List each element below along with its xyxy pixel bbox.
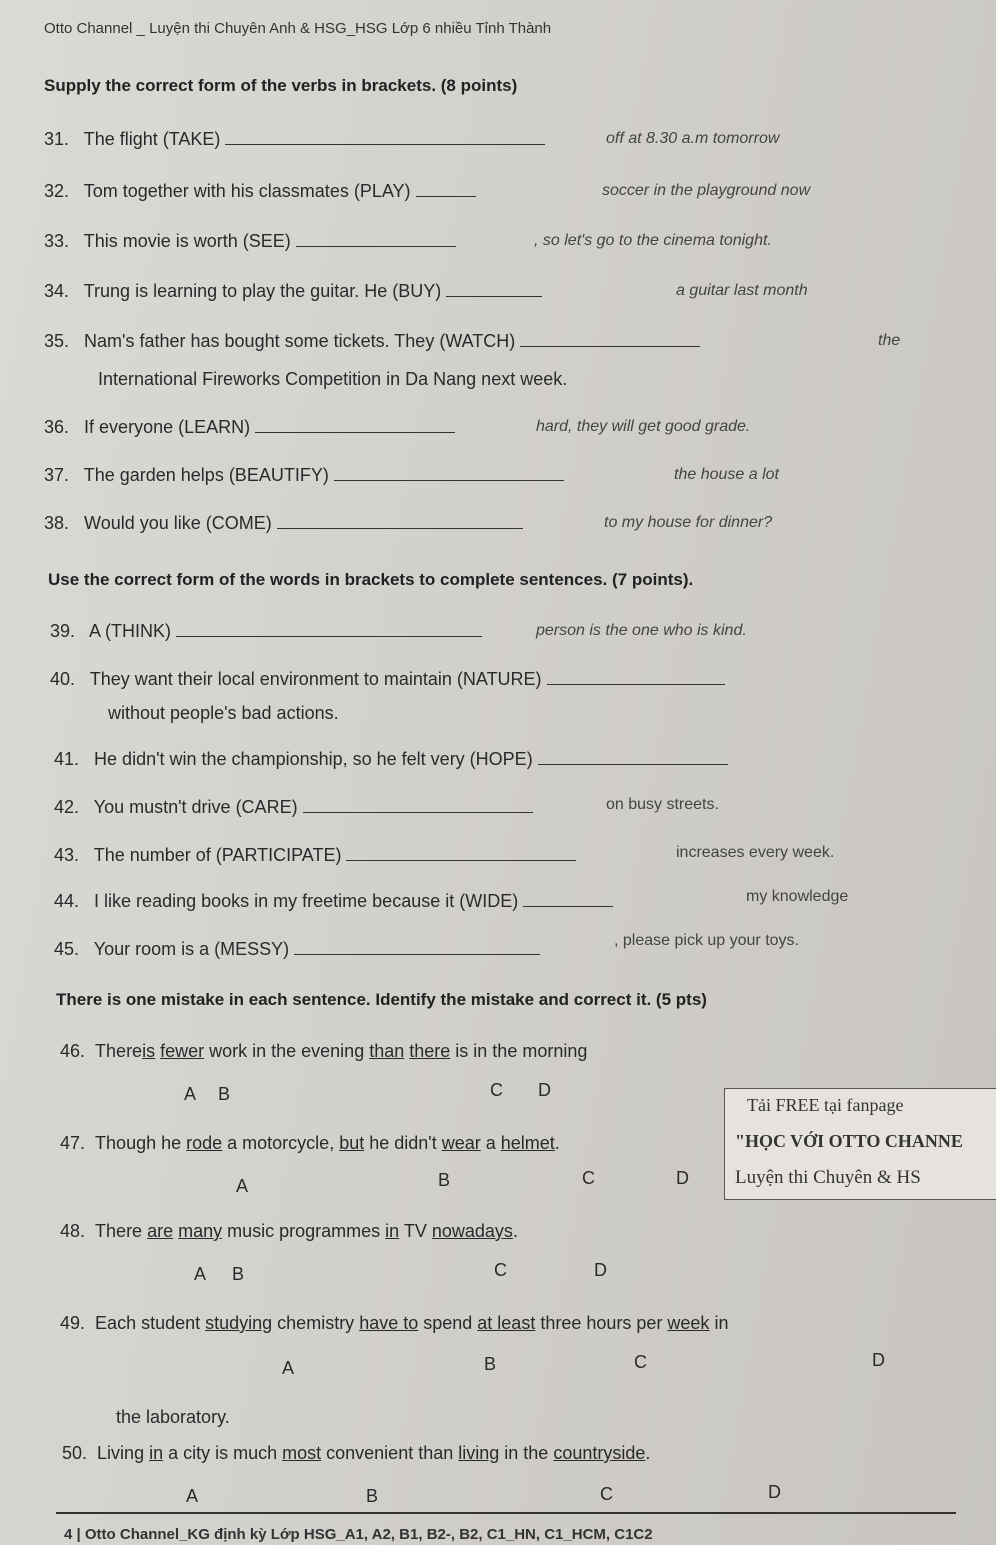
letter-c: C <box>582 1168 595 1188</box>
text-part: in <box>709 1313 729 1333</box>
answer-blank[interactable] <box>547 668 725 685</box>
question-37 <box>44 464 564 486</box>
underlined-option-c: in <box>385 1221 400 1241</box>
question-number: 36. <box>44 417 70 437</box>
question-43-tail: increases every week. <box>676 844 835 861</box>
letter-c: C <box>490 1080 503 1100</box>
question-number: 44. <box>54 891 80 911</box>
text-part: a <box>480 1133 501 1153</box>
letter-d: D <box>538 1080 551 1100</box>
question-text: You mustn't drive (CARE) <box>93 797 298 817</box>
question-32-tail: soccer in the playground now <box>602 182 811 199</box>
question-48 <box>60 1220 518 1242</box>
text-part: chemistry <box>272 1313 360 1333</box>
question-number: 34. <box>44 281 70 301</box>
question-number: 39. <box>50 621 76 641</box>
question-47 <box>60 1132 560 1154</box>
question-36 <box>44 416 455 438</box>
text-part: Living <box>97 1443 150 1463</box>
underlined-option-a: studying <box>205 1313 273 1333</box>
question-35 <box>44 330 700 352</box>
page-footer: 4 | Otto Channel_KG định kỳ Lớp HSG_A1, A2, B1, B2-, B2, C1_HN, C1_HCM, C1C2 <box>64 1526 653 1543</box>
footer-divider <box>56 1512 956 1514</box>
letter-c: C <box>494 1260 507 1280</box>
question-text: Tom together with his classmates (PLAY) <box>83 181 411 201</box>
question-38 <box>44 512 523 534</box>
question-42 <box>54 796 533 818</box>
letter-a: A <box>282 1358 295 1378</box>
text-part: convenient than <box>321 1443 459 1463</box>
underlined-option-b: fewer <box>160 1041 205 1061</box>
question-33-tail: , so let's go to the cinema tonight. <box>534 232 772 249</box>
question-44-tail: my knowledge <box>746 888 849 905</box>
letter-b: B <box>232 1264 245 1284</box>
text-part: Though he <box>95 1133 187 1153</box>
letter-b: B <box>484 1354 497 1374</box>
answer-blank[interactable] <box>520 330 700 347</box>
question-text: The number of (PARTICIPATE) <box>93 845 342 865</box>
question-text: They want their local environment to maintain (NATURE) <box>89 669 542 689</box>
question-text: Would you like (COME) <box>84 513 272 533</box>
question-number: 40. <box>50 669 76 689</box>
underlined-option-d: countryside <box>553 1443 646 1463</box>
question-number: 43. <box>54 845 80 865</box>
question-text: Nam's father has bought some tickets. They (WATCH) <box>84 331 516 351</box>
answer-blank[interactable] <box>303 796 533 813</box>
promo-line-1: Tải FREE tại fanpage <box>747 1095 904 1115</box>
underlined-option-b: many <box>178 1221 223 1241</box>
question-number: 33. <box>44 231 70 251</box>
underlined-option-c: living <box>458 1443 500 1463</box>
letter-c: C <box>634 1352 647 1372</box>
question-45 <box>54 938 540 960</box>
question-number: 38. <box>44 513 70 533</box>
question-40-continuation: without people's bad actions. <box>108 703 339 723</box>
fanpage-promo-box <box>724 1088 996 1200</box>
question-44 <box>54 890 613 912</box>
question-number: 31. <box>44 129 70 149</box>
question-text: The garden helps (BEAUTIFY) <box>83 465 329 485</box>
answer-blank[interactable] <box>538 748 728 765</box>
question-number: 35. <box>44 331 70 351</box>
question-text: If everyone (LEARN) <box>84 417 251 437</box>
text-part: TV <box>399 1221 432 1241</box>
question-number: 37. <box>44 465 70 485</box>
underlined-option-c: wear <box>441 1133 481 1153</box>
question-number: 42. <box>54 797 80 817</box>
text-part: a city is much <box>163 1443 283 1463</box>
letter-a: A <box>236 1176 249 1196</box>
underlined-option-c: than <box>369 1041 405 1061</box>
text-part: a motorcycle, <box>222 1133 340 1153</box>
letter-b: B <box>218 1084 231 1104</box>
question-42-tail: on busy streets. <box>606 796 719 813</box>
answer-blank[interactable] <box>255 416 455 433</box>
question-40 <box>50 668 725 690</box>
letter-d: D <box>594 1260 607 1280</box>
promo-line-2: "HỌC VỚI OTTO CHANNE <box>735 1131 963 1151</box>
underlined-option-d: there <box>409 1041 451 1061</box>
question-33 <box>44 230 456 252</box>
underlined-option-a: is <box>142 1041 156 1061</box>
promo-line-3: Luyện thi Chuyên & HS <box>735 1167 921 1188</box>
question-number: 47. <box>60 1133 86 1153</box>
answer-blank[interactable] <box>277 512 523 529</box>
underlined-option-a: rode <box>186 1133 223 1153</box>
question-number: 41. <box>54 749 80 769</box>
section1-title: Supply the correct form of the verbs in brackets. (8 points) <box>44 76 518 95</box>
question-text: Trung is learning to play the guitar. He (BUY) <box>83 281 442 301</box>
letter-b: B <box>438 1170 451 1190</box>
question-39 <box>50 620 482 642</box>
question-49-continuation: the laboratory. <box>116 1407 230 1427</box>
text-part: work in the evening <box>204 1041 370 1061</box>
question-34-tail: a guitar last month <box>676 282 808 299</box>
question-32 <box>44 180 476 202</box>
question-34 <box>44 280 542 302</box>
question-text: This movie is worth (SEE) <box>83 231 291 251</box>
underlined-option-b: but <box>339 1133 365 1153</box>
question-37-tail: the house a lot <box>674 466 779 483</box>
text-part: he didn't <box>364 1133 442 1153</box>
underlined-option-d: helmet <box>500 1133 555 1153</box>
letter-d: D <box>768 1482 781 1502</box>
text-part: . <box>645 1443 651 1463</box>
text-part: in the <box>499 1443 554 1463</box>
question-text: Your room is a (MESSY) <box>93 939 290 959</box>
question-49 <box>60 1312 728 1334</box>
question-number: 32. <box>44 181 70 201</box>
letter-d: D <box>676 1168 689 1188</box>
answer-blank[interactable] <box>176 620 482 637</box>
question-38-tail: to my house for dinner? <box>604 514 773 531</box>
answer-blank[interactable] <box>416 180 476 197</box>
question-text: The flight (TAKE) <box>83 129 221 149</box>
question-number: 45. <box>54 939 80 959</box>
letter-a: A <box>194 1264 207 1284</box>
letter-a: A <box>186 1486 199 1506</box>
underlined-option-b: have to <box>359 1313 419 1333</box>
question-43 <box>54 844 576 866</box>
question-number: 50. <box>62 1443 88 1463</box>
question-31-tail: off at 8.30 a.m tomorrow <box>606 130 780 147</box>
text-part: Each student <box>95 1313 206 1333</box>
question-text: He didn't win the championship, so he felt very (HOPE) <box>94 749 533 769</box>
answer-blank[interactable] <box>523 890 613 907</box>
text-part: is in the morning <box>450 1041 588 1061</box>
page-header: Otto Channel _ Luyện thi Chuyên Anh & HSG_HSG Lớp 6 nhiều Tỉnh Thành <box>44 20 552 37</box>
answer-blank[interactable] <box>296 230 456 247</box>
text-part: three hours per <box>535 1313 668 1333</box>
question-50 <box>62 1442 650 1464</box>
text-part: There <box>95 1041 143 1061</box>
question-36-tail: hard, they will get good grade. <box>536 418 751 435</box>
text-part: . <box>554 1133 560 1153</box>
letter-a: A <box>184 1084 197 1104</box>
question-number: 49. <box>60 1313 86 1333</box>
answer-blank[interactable] <box>225 128 545 145</box>
text-part: . <box>512 1221 518 1241</box>
question-text: I like reading books in my freetime because it (WIDE) <box>94 891 519 911</box>
question-41 <box>54 748 728 770</box>
letter-b: B <box>366 1486 379 1506</box>
answer-blank[interactable] <box>294 938 540 955</box>
answer-blank[interactable] <box>334 464 564 481</box>
question-46 <box>60 1040 587 1062</box>
section2-title: Use the correct form of the words in brackets to complete sentences. (7 points). <box>48 570 694 589</box>
underlined-option-d: nowadays <box>431 1221 513 1241</box>
underlined-option-a: in <box>149 1443 164 1463</box>
underlined-option-a: are <box>147 1221 174 1241</box>
question-35-tail: the <box>878 332 901 349</box>
answer-blank[interactable] <box>446 280 542 297</box>
underlined-option-d: week <box>667 1313 710 1333</box>
text-part: music programmes <box>222 1221 386 1241</box>
question-text: A (THINK) <box>89 621 172 641</box>
answer-blank[interactable] <box>346 844 576 861</box>
underlined-option-b: most <box>282 1443 322 1463</box>
text-part: There <box>95 1221 148 1241</box>
question-number: 46. <box>60 1041 86 1061</box>
section3-title: There is one mistake in each sentence. Identify the mistake and correct it. (5 pts) <box>56 990 707 1009</box>
question-39-tail: person is the one who is kind. <box>536 622 747 639</box>
question-31 <box>44 128 545 150</box>
text-part: spend <box>418 1313 478 1333</box>
question-35-continuation: International Fireworks Competition in Da Nang next week. <box>98 369 568 389</box>
letter-c: C <box>600 1484 613 1504</box>
letter-d: D <box>872 1350 885 1370</box>
question-number: 48. <box>60 1221 86 1241</box>
question-45-tail: , please pick up your toys. <box>614 932 799 949</box>
underlined-option-c: at least <box>477 1313 536 1333</box>
